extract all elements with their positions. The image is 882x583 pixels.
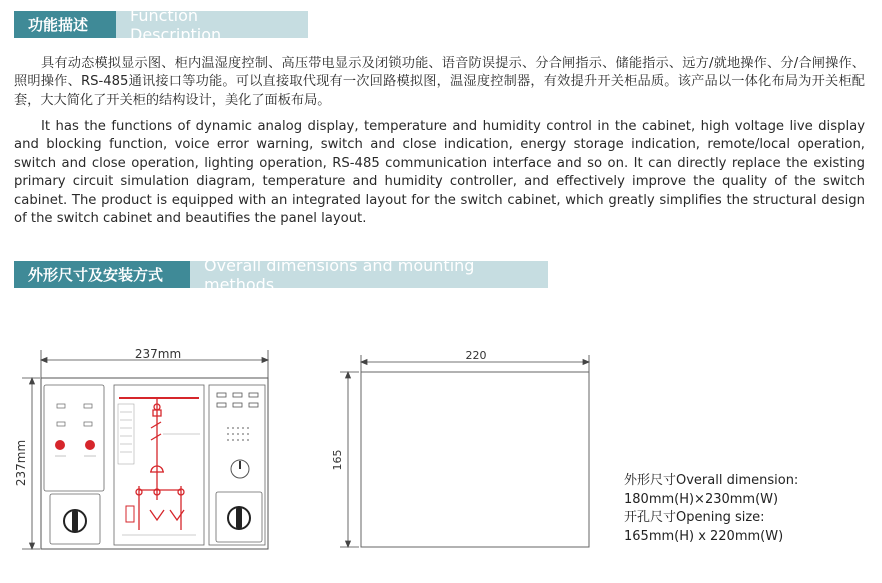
- section-title-en: Function Description: [116, 11, 308, 38]
- spec-opening-value: 165mm(H) x 220mm(W): [624, 528, 784, 544]
- cutout-drawing: [320, 340, 610, 560]
- section-header-dimensions: [14, 255, 548, 294]
- section-title-cn: 外形尺寸及安装方式: [14, 261, 190, 288]
- dimension-specs: [624, 472, 798, 546]
- section-title-cn: 功能描述: [14, 11, 116, 38]
- front-panel-drawing: [0, 330, 300, 570]
- red-button-left: [55, 440, 65, 450]
- cutout-width-label: 220: [465, 349, 487, 362]
- left-module: [44, 385, 104, 491]
- spec-overall-value: 180mm(H)×230mm(W): [624, 491, 779, 507]
- section-header-function: [14, 5, 308, 44]
- function-description-cn: 具有动态模拟显示图、柜内温湿度控制、高压带电显示及闭锁功能、语音防误提示、分合闸指示、储能指示、远方/就地操作、分/合闸操作、照明操作、RS-485通讯接口等功能。可以直接取代现有一次回路模拟图，温湿度控制器，有效提升开关柜品质。该产品以一体化布局为开关柜配套，大大简化了开关柜的结构设计，美化了面板布局。: [14, 56, 865, 108]
- spec-opening-label: 开孔尺寸Opening size:: [624, 510, 765, 525]
- spec-overall-label: 外形尺寸Overall dimension:: [624, 473, 799, 488]
- width-label: 237mm: [134, 347, 182, 361]
- function-description-en: It has the functions of dynamic analog display, temperature and humidity control in the cabinet, high voltage live display and blocking function, voice error warning, switch and close indication, energy storage indication, remote/local operation, switch and close operation, lighting operation, RS-485 communication interface and so on. It can directly replace the existing primary circuit simulation diagram, temperature and humidity controller, and effectively improve the quality of the switch cabinet. The product is equipped with an integrated layout for the switch cabinet, which greatly simplifies the structural design of the switch cabinet and beautifies the panel layout.: [14, 119, 865, 227]
- cutout-outline: [361, 372, 589, 547]
- red-button-right: [85, 440, 95, 450]
- cutout-height-label: 165: [331, 449, 344, 471]
- section-title-en: Overall dimensions and mounting methods: [190, 261, 548, 288]
- height-label: 237mm: [14, 439, 28, 487]
